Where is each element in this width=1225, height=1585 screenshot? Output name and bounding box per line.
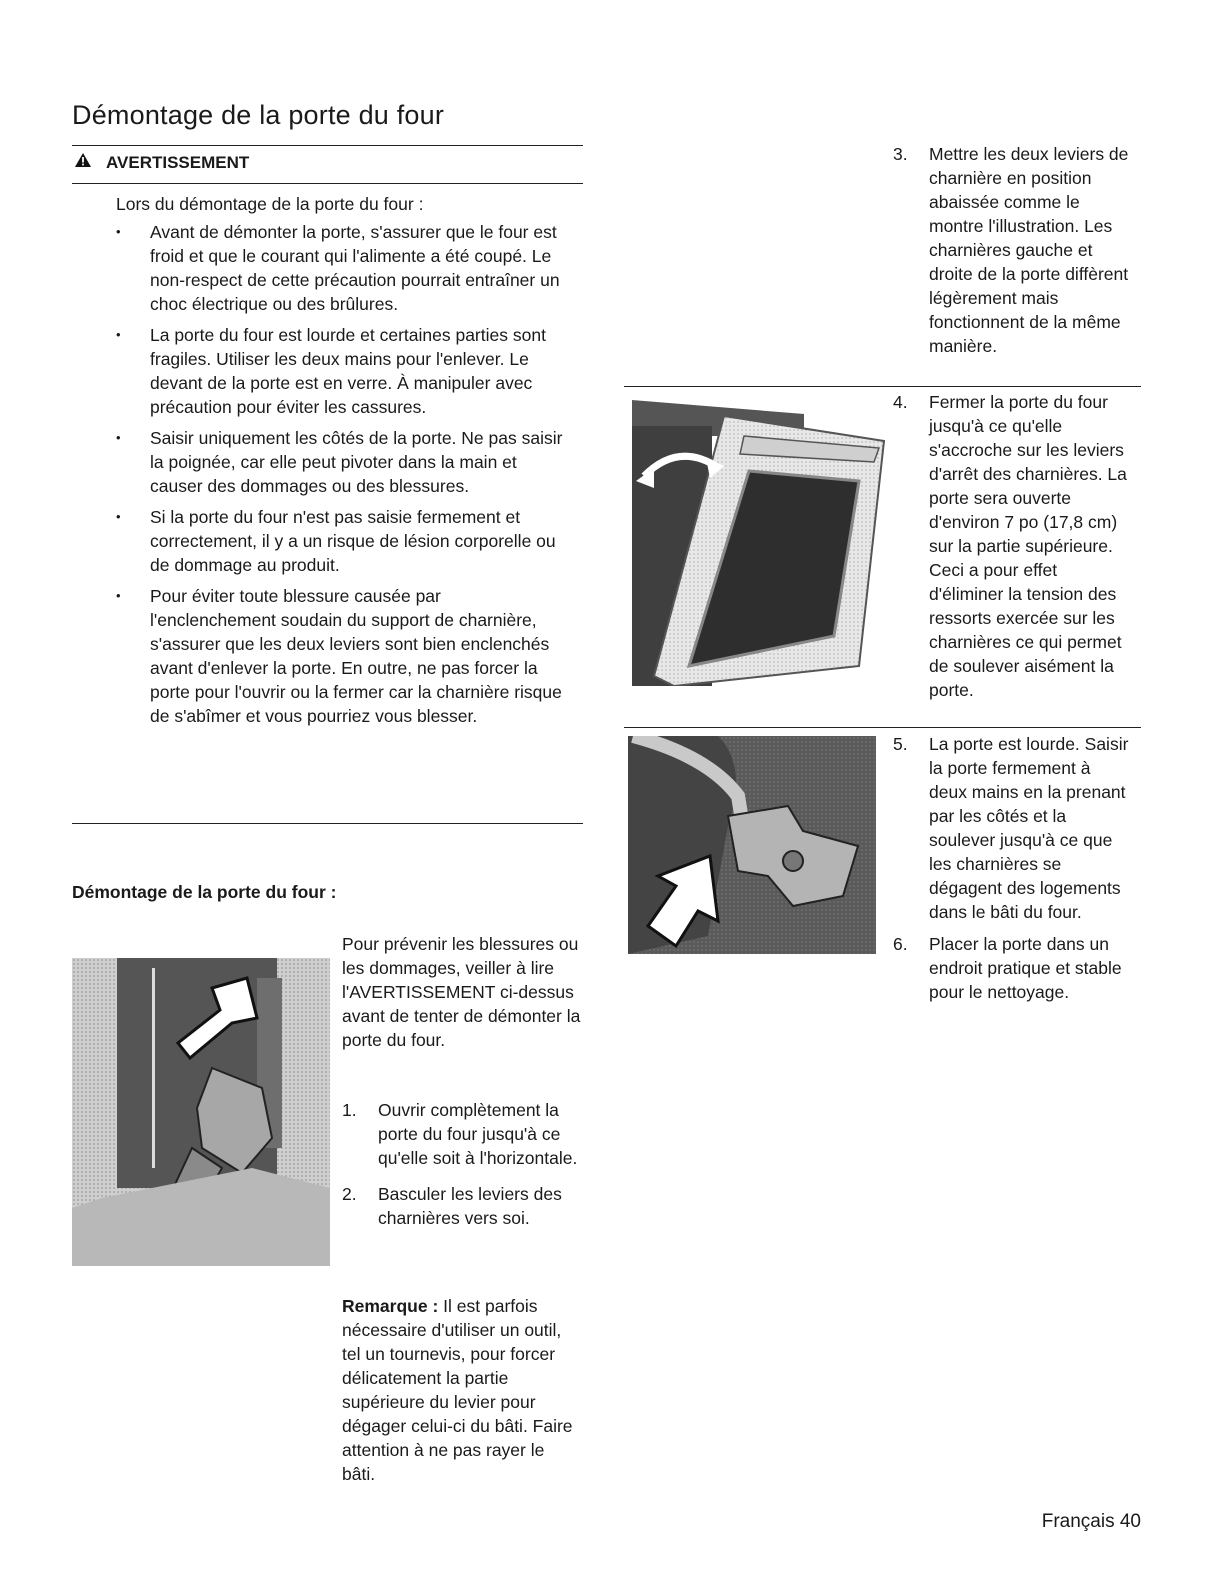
warning-intro: Lors du démontage de la porte du four :: [116, 194, 424, 214]
step-text: Mettre les deux leviers de charnière en position abaissée comme le montre l'illustration. Les charnières gauche et droite de la porte diffèrent légèrement mais fonctionnent de la même manière.: [929, 144, 1129, 356]
step-text: La porte est lourde. Saisir la porte fermement à deux mains en la prenant par les côtés et la soulever jusqu'à ce que les charnières se dégagent des logements dans le bâti du four.: [929, 734, 1129, 922]
step-number: 3.: [893, 144, 908, 164]
warning-list: [116, 220, 566, 735]
step-number: 1.: [342, 1100, 357, 1120]
step-text: Basculer les leviers des charnières vers soi.: [378, 1184, 562, 1228]
step-text: Placer la porte dans un endroit pratique et stable pour le nettoyage.: [929, 934, 1122, 1002]
step-item: [342, 1182, 582, 1230]
list-item: • La porte du four est lourde et certaines parties sont fragiles. Utiliser les deux mains pour l'enlever. Le devant de la porte est en verre. À manipuler avec précaution pour éviter les cassures.: [116, 323, 566, 419]
note-text: Il est parfois nécessaire d'utiliser un outil, tel un tournevis, pour forcer délicatement la partie supérieure du levier pour dégager celui-ci du bâti. Faire attention à ne pas rayer le bâti.: [342, 1296, 573, 1484]
step-text: Ouvrir complètement la porte du four jusqu'à ce qu'elle soit à l'horizontale.: [378, 1100, 578, 1168]
warning-label: AVERTISSEMENT: [106, 152, 250, 172]
divider: [72, 823, 583, 824]
step-item: [893, 390, 1133, 702]
divider: [72, 183, 583, 184]
divider: [72, 145, 583, 146]
note-label: Remarque :: [342, 1296, 439, 1316]
page-title: Démontage de la porte du four: [72, 100, 445, 130]
section-title: Démontage de la porte du four :: [72, 882, 337, 902]
intro-paragraph: Pour prévenir les blessures ou les dommages, veiller à lire l'AVERTISSEMENT ci-dessus avant de tenter de démonter la porte du four.: [342, 934, 581, 1050]
oven-door-illustration: [624, 396, 892, 686]
steps-list: [893, 390, 1133, 702]
steps-list: [342, 1098, 582, 1242]
note-paragraph: [342, 1294, 574, 1486]
divider: [624, 386, 1141, 387]
step-text: Fermer la porte du four jusqu'à ce qu'elle s'accroche sur les leviers d'arrêt des charnières. La porte sera ouverte d'environ 7 po (17,8 cm) sur la partie supérieure. Ceci a pour effet d'éliminer la tension des ressorts exercée sur les charnières ce qui permet de soulever aisément la porte.: [929, 392, 1127, 700]
list-item: • Pour éviter toute blessure causée par l'enclenchement soudain du support de charnière, s'assurer que les deux leviers sont bien enclenchés avant d'enlever la porte. En outre, ne pas forcer la porte pour l'ouvrir ou la fermer car la charnière risque de s'abîmer et vous pourriez vous blesser.: [116, 584, 566, 728]
step-number: 6.: [893, 934, 908, 954]
step-item: [893, 142, 1133, 358]
warning-header: [74, 152, 249, 173]
hinge-lever-illustration: [72, 958, 330, 1266]
list-item: • Saisir uniquement les côtés de la porte. Ne pas saisir la poignée, car elle peut pivoter dans la main et causer des dommages ou des blessures.: [116, 426, 566, 498]
step-number: 5.: [893, 734, 908, 754]
list-item: • Avant de démonter la porte, s'assurer que le four est froid et que le courant qui l'alimente a été coupé. Le non-respect de cette précaution pourrait entraîner un choc électrique ou des brûlures.: [116, 220, 566, 316]
step-number: 2.: [342, 1184, 357, 1204]
page-footer: Français 40: [1041, 1511, 1141, 1532]
divider: [624, 727, 1141, 728]
list-item: • Si la porte du four n'est pas saisie fermement et correctement, il y a un risque de lésion corporelle ou de dommage au produit.: [116, 505, 566, 577]
steps-list: [893, 142, 1133, 358]
steps-list: [893, 732, 1133, 1012]
step-item: [893, 732, 1133, 924]
step-item: [893, 932, 1133, 1004]
hinge-detail-illustration: [628, 736, 876, 954]
warning-triangle-icon: [74, 152, 92, 173]
step-item: [342, 1098, 582, 1170]
step-number: 4.: [893, 392, 908, 412]
